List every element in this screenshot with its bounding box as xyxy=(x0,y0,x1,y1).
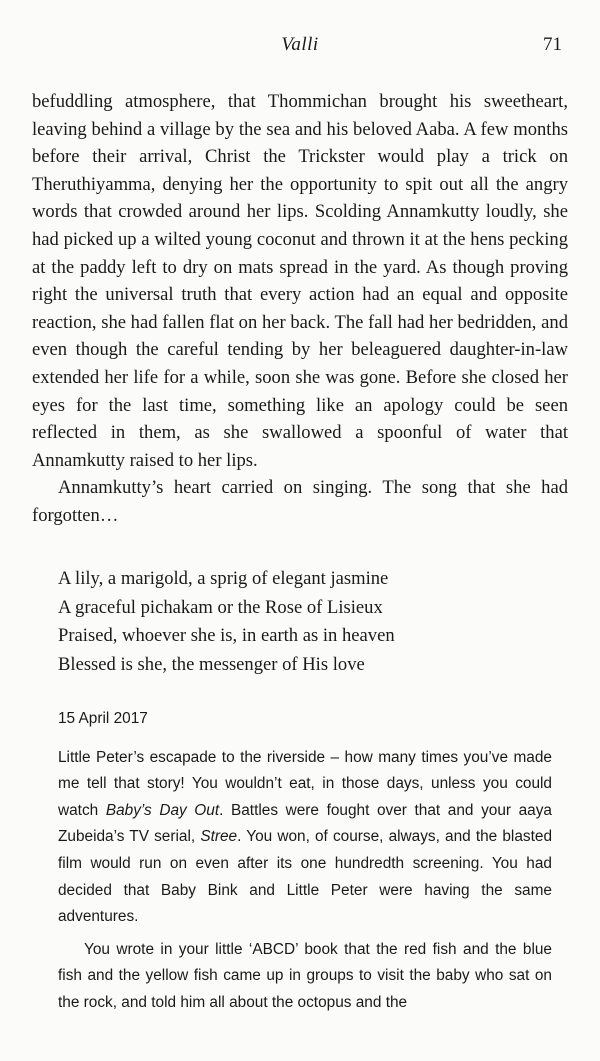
diary-entry xyxy=(58,706,552,1017)
running-head: Valli xyxy=(281,34,319,55)
poem-line: Praised, whoever she is, in earth as in heaven xyxy=(58,625,395,646)
paragraph: befuddling atmosphere, that Thommichan brought his sweetheart, leaving behind a village by the sea and his beloved Aaba. A few months before their arrival, Christ the Trickster would play a trick on Theruthiyamma, denying her the opportunity to spit out all the angry words that crowded around her lips. Scolding Annamkutty loudly, she had picked up a wilted young coconut and thrown it at the hens pecking at the paddy left to dry on mats spread in the yard. As though proving right the universal truth that every action had an equal and opposite reaction, she had fallen flat on her back. The fall had her bedridden, and even though the careful tending by her beleaguered daughter-in-law extended her life for a while, soon she was gone. Before she closed her eyes for the last time, something like an apology could be seen reflected in them, as she swallowed a spoonful of water that Annamkutty raised to her lips. xyxy=(32,91,568,471)
serial-title: Stree xyxy=(200,828,238,846)
entry-text: Little Peter’s escapade to the riverside – how many times you’ve made me tell that story! You wouldn’t eat, in those days, unless you could watch xyxy=(58,748,552,819)
main-text xyxy=(32,88,568,530)
entry-date: 15 April 2017 xyxy=(58,710,148,727)
entry-paragraph: You wrote in your little ‘ABCD’ book that the red fish and the blue fish and the yellow fish came up in groups to visit the baby who sat on the rock, and told him all about the octopus and the xyxy=(58,940,552,1011)
poem-line: Blessed is she, the messenger of His love xyxy=(58,653,365,675)
page-number: 71 xyxy=(543,34,562,55)
poem-line: A lily, a marigold, a sprig of elegant jasmine xyxy=(58,568,389,589)
entry-text: . Battles were fought over that and your aaya Zubeida’s TV serial, xyxy=(58,801,552,846)
poem-line: A graceful pichakam or the Rose of Lisieux xyxy=(58,596,383,618)
entry-paragraph xyxy=(58,745,552,931)
paragraph: Annamkutty’s heart carried on singing. The song that she had forgotten… xyxy=(32,477,568,526)
film-title: Baby’s Day Out xyxy=(105,801,220,819)
poem xyxy=(58,565,395,679)
entry-text: . You won, of course, always, and the blasted film would run on even after its one hundredth screening. You had decided that Baby Bink and Little Peter were having the same adventures. xyxy=(58,828,552,926)
page-header xyxy=(0,34,600,58)
